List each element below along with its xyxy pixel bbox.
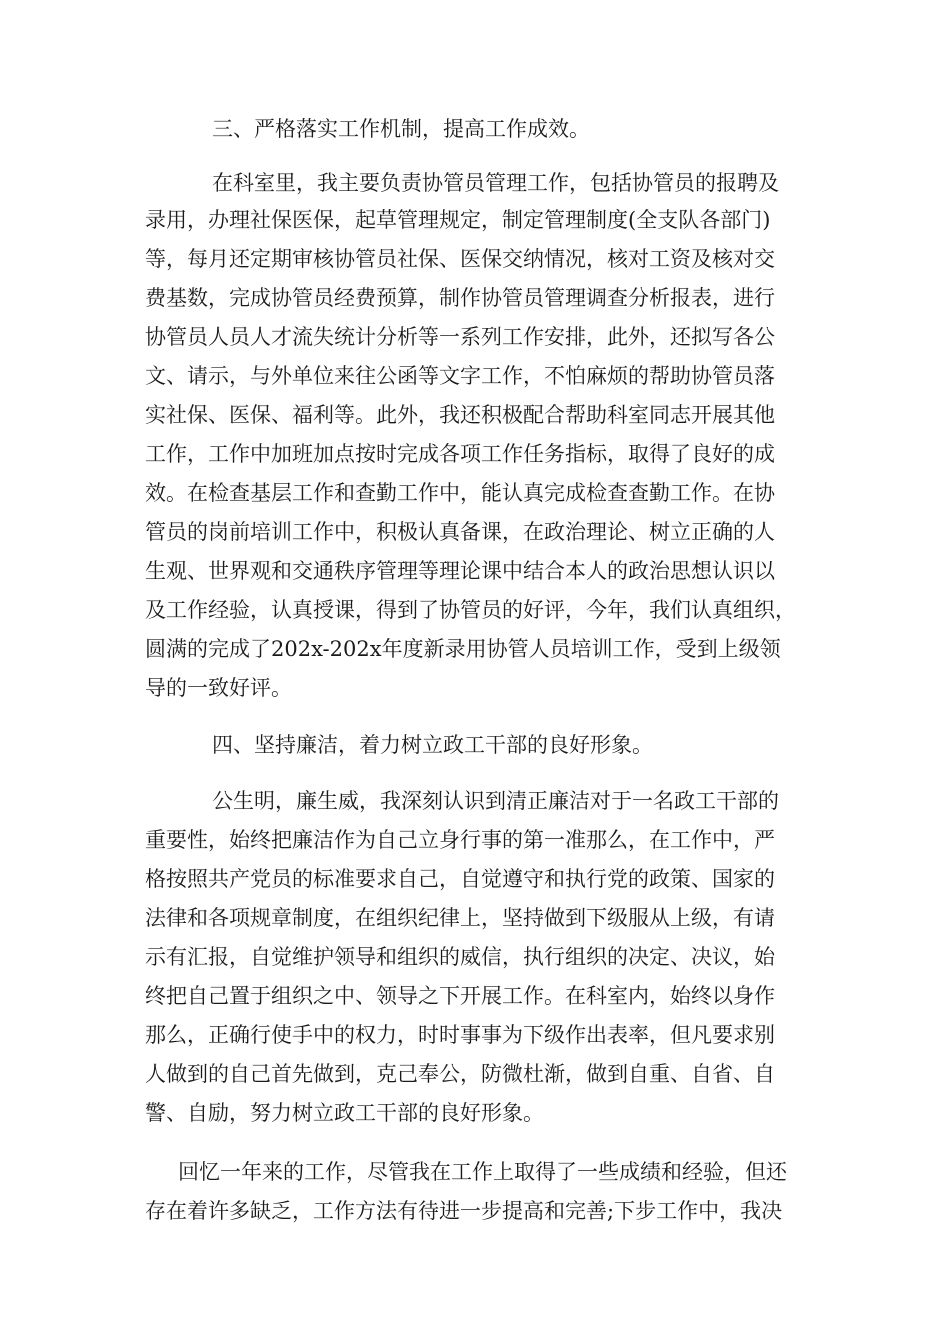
paragraph-line: 工作，工作中加班加点按时完成各项工作任务指标，取得了良好的成	[145, 442, 775, 466]
paragraph-line: 等，每月还定期审核协管员社保、医保交纳情况，核对工资及核对交	[145, 247, 775, 271]
paragraph-line: 文、请示，与外单位来往公函等文字工作，不怕麻烦的帮助协管员落	[145, 364, 775, 388]
paragraph-line: 效。在检查基层工作和查勤工作中，能认真完成检查查勤工作。在协	[145, 481, 775, 505]
section-heading-4: 四、坚持廉洁，着力树立政工干部的良好形象。	[212, 733, 653, 757]
paragraph-line: 重要性，始终把廉洁作为自己立身行事的第一准那么，在工作中，严	[145, 828, 775, 852]
paragraph-line: 终把自己置于组织之中、领导之下开展工作。在科室内，始终以身作	[145, 984, 775, 1008]
paragraph-line: 那么，正确行使手中的权力，时时事事为下级作出表率，但凡要求别	[145, 1023, 775, 1047]
paragraph-line: 回忆一年来的工作，尽管我在工作上取得了一些成绩和经验，但还	[178, 1160, 787, 1184]
paragraph-line: 公生明，廉生威，我深刻认识到清正廉洁对于一名政工干部的	[212, 789, 779, 813]
paragraph-line: 生观、世界观和交通秩序管理等理论课中结合本人的政治思想认识以	[145, 559, 775, 583]
paragraph-line: 人做到的自己首先做到，克己奉公，防微杜渐，做到自重、自省、自	[145, 1062, 775, 1086]
paragraph-line: 格按照共产党员的标准要求自己，自觉遵守和执行党的政策、国家的	[145, 867, 775, 891]
paragraph-line: 法律和各项规章制度，在组织纪律上，坚持做到下级服从上级，有请	[145, 906, 775, 930]
paragraph-line: 及工作经验，认真授课，得到了协管员的好评，今年，我们认真组织，	[145, 598, 796, 622]
paragraph-line: 警、自励，努力树立政工干部的良好形象。	[145, 1101, 544, 1125]
paragraph-line: 管员的岗前培训工作中，积极认真备课，在政治理论、树立正确的人	[145, 520, 775, 544]
paragraph-line: 协管员人员人才流失统计分析等一系列工作安排，此外，还拟写各公	[145, 325, 775, 349]
section-heading-3: 三、严格落实工作机制，提高工作成效。	[212, 117, 590, 141]
paragraph-line: 示有汇报，自觉维护领导和组织的威信，执行组织的决定、决议，始	[145, 945, 775, 969]
paragraph-line: 在科室里，我主要负责协管员管理工作，包括协管员的报聘及	[212, 171, 779, 195]
paragraph-line: 导的一致好评。	[145, 676, 292, 700]
paragraph-line: 圆满的完成了202x-202x年度新录用协管人员培训工作，受到上级领	[145, 637, 781, 661]
paragraph-line: 存在着许多缺乏，工作方法有待进一步提高和完善;下步工作中，我决	[145, 1199, 783, 1223]
paragraph-line: 费基数，完成协管员经费预算，制作协管员管理调查分析报表，进行	[145, 286, 775, 310]
paragraph-line: 录用，办理社保医保，起草管理规定，制定管理制度(全支队各部门)	[145, 208, 771, 232]
paragraph-line: 实社保、医保、福利等。此外，我还积极配合帮助科室同志开展其他	[145, 403, 775, 427]
